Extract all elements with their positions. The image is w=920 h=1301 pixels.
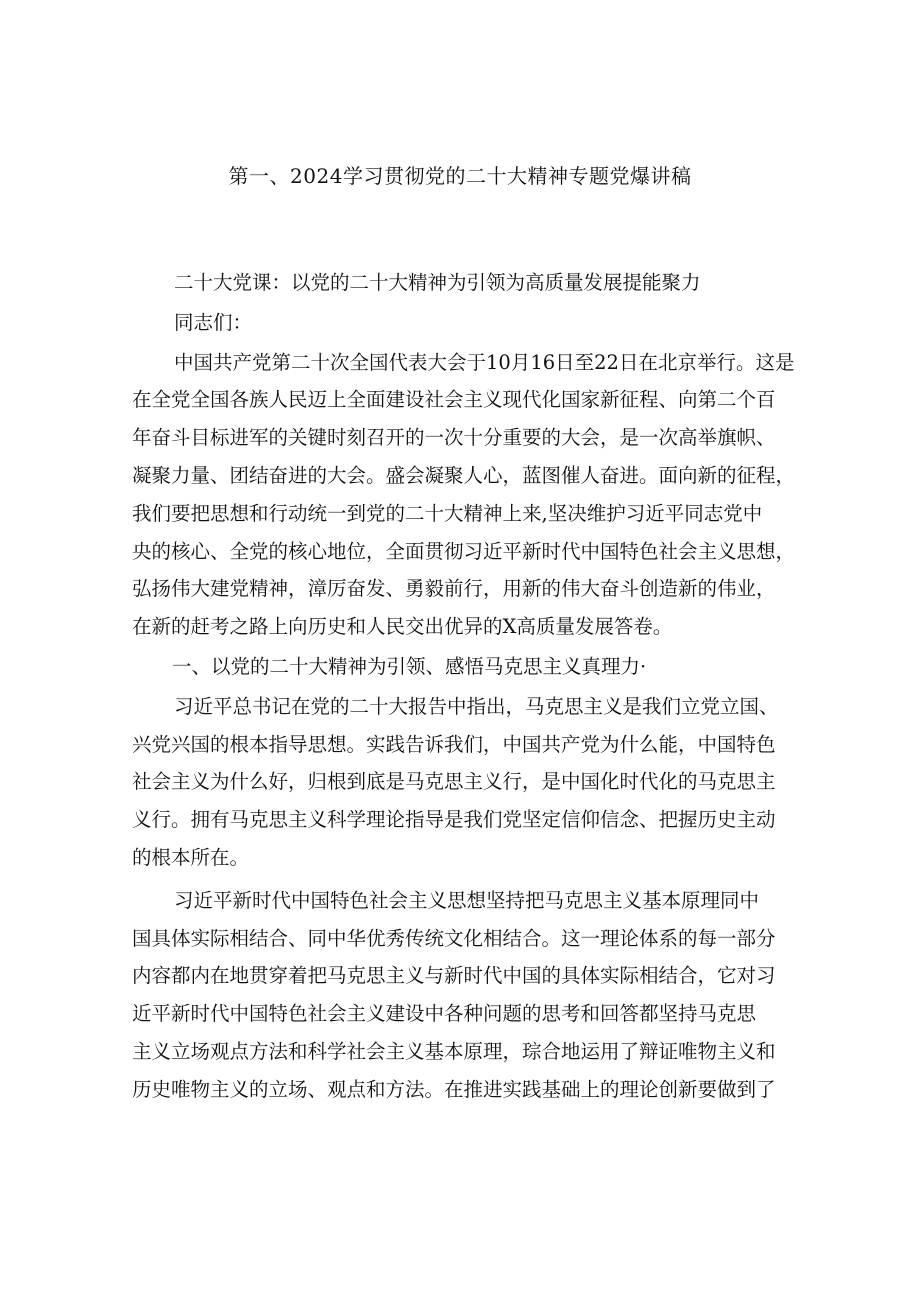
- paragraph-line: 年奋斗目标进军的关键时刻召开的一次十分重要的大会，是一次高举旗帜、: [132, 426, 776, 450]
- paragraph-line: 央的核心、全党的核心地位，全面贯彻习近平新时代中国特色社会主义思想，: [132, 539, 796, 563]
- paragraph-line: 历史唯物主义的立场、观点和方法。在推进实践基础上的理论创新要做到了: [132, 1077, 776, 1101]
- paragraph-line: 主义立场观点方法和科学社会主义基本原理，琮合地运用了辩证唯物主义和: [132, 1039, 776, 1063]
- paragraph-line: 的根本所在。: [132, 845, 250, 869]
- paragraph-line: 近平新时代中国特色社会主义建设中各种问题的思考和回答都坚持马克思: [132, 1002, 757, 1026]
- paragraph-line: 国具体实际相结合、同中华优秀传统文化相结合。这一理论体系的每一部分: [132, 926, 776, 950]
- paragraph-line: 兴党兴国的根本指导思想。实践告诉我们，中国共产党为什么能，中国特色: [132, 732, 776, 756]
- paragraph-line: 凝聚力量、团结奋进的大会。盛会凝聚人心，蓝图催人奋进。面向新的征程，: [132, 463, 796, 487]
- document-subtitle: 二十大党课：以党的二十大精神为引领为高质量发展提能聚力: [174, 271, 701, 294]
- paragraph-1: [132, 344, 796, 646]
- paragraph-line: 中国共产党第二十次全国代表大会于10月16日至22日在北京举行。这是: [174, 350, 795, 374]
- paragraph-line: 在全党全国各族人民迈上全面建设社会主义现代化国家新征程、向第二个百: [132, 388, 776, 412]
- paragraph-line: 我们要把思想和行动统一到党的二十大精神上来,坚决维护习近平同志党中: [132, 501, 763, 525]
- paragraph-line: 内容都内在地贯穿着把马克思主义与新时代中国的具体实际相结合，它对习: [132, 964, 776, 988]
- salutation: 同志们：: [174, 310, 253, 334]
- section-heading: 一、以党的二十大精神为引领、感悟马克思主义真理力·: [172, 654, 647, 678]
- paragraph-line: 义行。拥有马克思主义科学理论指导是我们党坚定信仰信念、把握历史主动: [132, 808, 776, 832]
- document-body: [132, 264, 796, 1109]
- paragraph-2: [132, 688, 796, 877]
- paragraph-line: 弘扬伟大建党精神，漳厉奋发、勇毅前行，用新的伟大奋斗创造新的伟业，: [132, 577, 776, 601]
- paragraph-line: 习近平总书记在党的二十大报告中指出，马克思主义是我们立党立国、: [174, 694, 779, 718]
- paragraph-line: 在新的赶考之路上向历史和人民交出优异的X高质量发展答卷。: [132, 615, 673, 639]
- paragraph-line: 习近平新时代中国特色社会主义思想坚持把马克思主义基本原理同中: [174, 888, 760, 912]
- paragraph-3: [132, 882, 796, 1109]
- paragraph-line: 社会主义为什么好，归根到底是马克思主义行，是中国化时代化的马克思主: [132, 770, 776, 794]
- document-title: 第一、2024学习贯彻党的二十大精神专题党爆讲稿: [228, 164, 692, 188]
